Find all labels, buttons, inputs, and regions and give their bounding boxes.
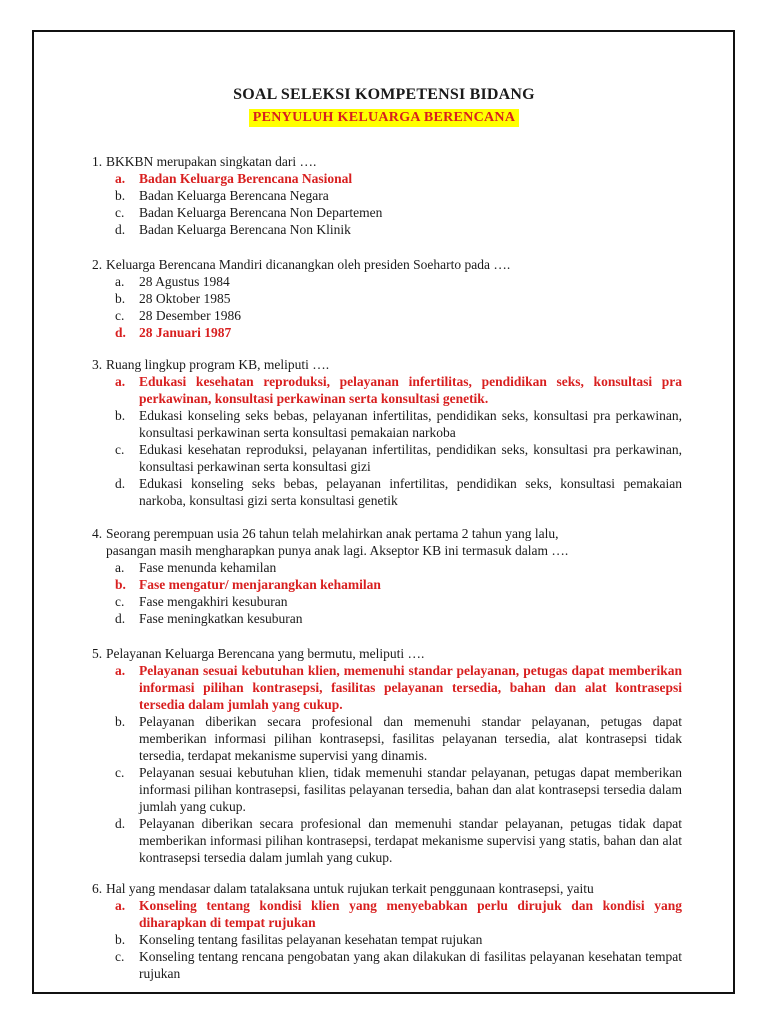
question-stem: Ruang lingkup program KB, meliputi …. bbox=[106, 357, 330, 372]
question-stem: Seorang perempuan usia 26 tahun telah melahirkan anak pertama 2 tahun yang lalu, bbox=[106, 526, 559, 541]
option bbox=[92, 407, 682, 441]
option-text: 28 Agustus 1984 bbox=[139, 274, 230, 289]
option-list bbox=[92, 273, 682, 341]
option bbox=[92, 815, 682, 866]
option-text: Edukasi konseling seks bebas, pelayanan infertilitas, pendidikan seks, konsultasi pra perkawinan, konsultasi perkawinan serta konsultasi pemakaian narkoba bbox=[139, 408, 682, 440]
option-letter: a. bbox=[115, 171, 126, 186]
option-text: Fase mengatur/ menjarangkan kehamilan bbox=[139, 577, 381, 592]
option-letter: a. bbox=[115, 663, 126, 678]
option-text: Konseling tentang rencana pengobatan yang akan dilakukan di fasilitas pelayanan kesehatan tempat rujukan bbox=[139, 949, 682, 981]
option-letter: a. bbox=[115, 560, 125, 575]
option-letter: c. bbox=[115, 442, 125, 457]
question-number: 6. bbox=[92, 881, 103, 896]
option-letter: a. bbox=[115, 898, 126, 913]
question-stem: Keluarga Berencana Mandiri dicanangkan oleh presiden Soeharto pada …. bbox=[106, 257, 511, 272]
option bbox=[92, 273, 682, 290]
question-stem: Pelayanan Keluarga Berencana yang bermutu, meliputi …. bbox=[106, 646, 425, 661]
question-block bbox=[92, 525, 682, 627]
option-text: Pelayanan diberikan secara profesional dan memenuhi standar pelayanan, petugas tidak dapat memberikan informasi pilihan kontrasepsi, terdapat mekanisme supervisi yang statis, bahan dan alat kontrasepsi tersedia dalam jumlah yang cukup. bbox=[139, 816, 682, 865]
option bbox=[92, 948, 682, 982]
option-letter: c. bbox=[115, 765, 125, 780]
document-title: SOAL SELEKSI KOMPETENSI BIDANG bbox=[233, 86, 535, 103]
option-correct bbox=[92, 373, 682, 407]
option-text: Badan Keluarga Berencana Non Klinik bbox=[139, 222, 351, 237]
option bbox=[92, 307, 682, 324]
question-number: 1. bbox=[92, 154, 103, 169]
option bbox=[92, 204, 682, 221]
subtitle-wrapper bbox=[0, 108, 768, 127]
option bbox=[92, 475, 682, 509]
option-text: 28 Oktober 1985 bbox=[139, 291, 231, 306]
option-text: 28 Januari 1987 bbox=[139, 325, 232, 340]
question-stem-continued: pasangan masih mengharapkan punya anak lagi. Akseptor KB ini termasuk dalam …. bbox=[106, 543, 569, 558]
option-text: Pelayanan sesuai kebutuhan klien, tidak memenuhi standar pelayanan, petugas dapat memberikan informasi pilihan kontrasepsi, fasilitas pelayanan tersedia, bahan dan alat kontrasepsi tersedia dalam jumlah yang cukup. bbox=[139, 765, 682, 814]
option-letter: d. bbox=[115, 325, 126, 340]
option bbox=[92, 187, 682, 204]
option bbox=[92, 713, 682, 764]
option-letter: b. bbox=[115, 408, 126, 423]
option-text: Fase mengakhiri kesuburan bbox=[139, 594, 288, 609]
option-text: Konseling tentang kondisi klien yang menyebabkan perlu dirujuk dan kondisi yang diharapkan di tempat rujukan bbox=[139, 898, 682, 930]
option-list bbox=[92, 662, 682, 866]
option-text: Pelayanan diberikan secara profesional dan memenuhi standar pelayanan, petugas dapat memberikan informasi pilihan kontrasepsi, fasilitas pelayanan tersedia, alat kontrasepsi tidak tersedia, terdapat mekanisme supervisi yang dinamis. bbox=[139, 714, 682, 763]
option bbox=[92, 931, 682, 948]
option-correct bbox=[92, 170, 682, 187]
question-number: 2. bbox=[92, 257, 103, 272]
question-stem: BKKBN merupakan singkatan dari …. bbox=[106, 154, 317, 169]
option-text: Badan Keluarga Berencana Negara bbox=[139, 188, 329, 203]
option-letter: c. bbox=[115, 949, 125, 964]
option-correct bbox=[92, 662, 682, 713]
question-stem: Hal yang mendasar dalam tatalaksana untuk rujukan terkait penggunaan kontrasepsi, yaitu bbox=[106, 881, 594, 896]
option bbox=[92, 764, 682, 815]
option-letter: b. bbox=[115, 188, 126, 203]
option-text: Badan Keluarga Berencana Nasional bbox=[139, 171, 353, 186]
option-list bbox=[92, 170, 682, 238]
option-text: Badan Keluarga Berencana Non Departemen bbox=[139, 205, 383, 220]
option-text: Fase menunda kehamilan bbox=[139, 560, 277, 575]
option-letter: c. bbox=[115, 308, 125, 323]
option-text: Edukasi kesehatan reproduksi, pelayanan infertilitas, pendidikan seks, konsultasi pra perkawinan, konsultasi perkawinan serta konsultasi gizi bbox=[139, 442, 682, 474]
question-text bbox=[92, 256, 682, 273]
question-block bbox=[92, 256, 682, 341]
question-text bbox=[92, 880, 682, 897]
option bbox=[92, 441, 682, 475]
option bbox=[92, 593, 682, 610]
document-subtitle: PENYULUH KELUARGA BERENCANA bbox=[249, 109, 519, 127]
option-letter: d. bbox=[115, 816, 126, 831]
option-correct bbox=[92, 324, 682, 341]
option bbox=[92, 610, 682, 627]
option-letter: b. bbox=[115, 714, 126, 729]
option-letter: a. bbox=[115, 274, 125, 289]
option-text: Konseling tentang fasilitas pelayanan kesehatan tempat rujukan bbox=[139, 932, 483, 947]
option-text: 28 Desember 1986 bbox=[139, 308, 241, 323]
question-number: 4. bbox=[92, 526, 103, 541]
question-number: 5. bbox=[92, 646, 103, 661]
question-number: 3. bbox=[92, 357, 103, 372]
option-letter: a. bbox=[115, 374, 126, 389]
option-text: Edukasi konseling seks bebas, pelayanan infertilitas, pendidikan seks, konsultasi pemakaian narkoba, konsultasi gizi serta konsultasi genetik bbox=[139, 476, 682, 508]
question-text bbox=[92, 645, 682, 662]
option-letter: b. bbox=[115, 932, 126, 947]
option bbox=[92, 221, 682, 238]
option bbox=[92, 559, 682, 576]
question-block bbox=[92, 153, 682, 238]
option-text: Pelayanan sesuai kebutuhan klien, memenuhi standar pelayanan, petugas dapat memberikan informasi pilihan kontrasepsi, fasilitas pelayanan tersedia, bahan dan alat kontrasepsi tersedia dalam jumlah yang cukup. bbox=[139, 663, 682, 712]
option bbox=[92, 290, 682, 307]
question-text bbox=[92, 153, 682, 170]
option-letter: c. bbox=[115, 205, 125, 220]
option-letter: d. bbox=[115, 476, 126, 491]
option-letter: d. bbox=[115, 611, 126, 626]
question-block bbox=[92, 645, 682, 866]
option-correct bbox=[92, 576, 682, 593]
option-correct bbox=[92, 897, 682, 931]
option-text: Edukasi kesehatan reproduksi, pelayanan infertilitas, pendidikan seks, konsultasi pra perkawinan, konsultasi perkawinan serta konsultasi genetik. bbox=[139, 374, 682, 406]
question-block bbox=[92, 880, 682, 982]
option-text: Fase meningkatkan kesuburan bbox=[139, 611, 303, 626]
option-letter: d. bbox=[115, 222, 126, 237]
question-block bbox=[92, 356, 682, 509]
option-letter: b. bbox=[115, 291, 126, 306]
option-list bbox=[92, 559, 682, 627]
option-letter: b. bbox=[115, 577, 126, 592]
question-text bbox=[92, 356, 682, 373]
option-list bbox=[92, 373, 682, 509]
option-list bbox=[92, 897, 682, 982]
question-text bbox=[92, 525, 682, 559]
option-letter: c. bbox=[115, 594, 125, 609]
